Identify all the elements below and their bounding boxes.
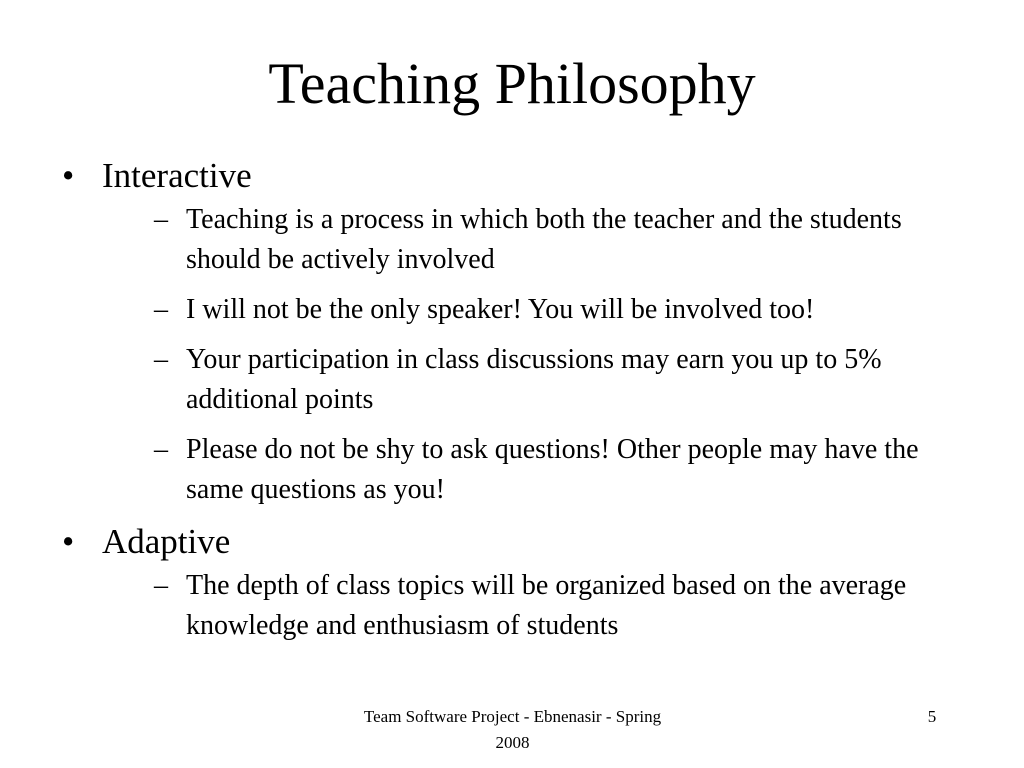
sub-bullet <box>102 200 962 280</box>
sub-bullet-text: Your participation in class discussions may earn you up to 5% additional points <box>186 344 882 415</box>
bullet-text: Interactive <box>102 156 252 195</box>
bullet-interactive <box>62 154 962 510</box>
sub-bullet <box>102 290 962 330</box>
bullet-adaptive <box>62 520 962 646</box>
dash-marker: – <box>154 204 168 235</box>
dash-marker: – <box>154 434 168 465</box>
bullet-marker: • <box>62 522 75 561</box>
footer-text: Team Software Project - Ebnenasir - Spring 2008 <box>363 707 662 752</box>
sub-bullet-text: The depth of class topics will be organized based on the average knowledge and enthusiasm of students <box>186 570 907 641</box>
dash-marker: – <box>154 294 168 325</box>
sub-bullet-list <box>102 566 962 646</box>
sub-bullet-text: Please do not be shy to ask questions! Other people may have the same questions as you! <box>186 434 919 505</box>
sub-bullet-list <box>102 200 962 510</box>
sub-bullet <box>102 566 962 646</box>
slide-body <box>62 154 962 656</box>
bullet-marker: • <box>62 156 75 195</box>
sub-bullet <box>102 430 962 510</box>
slide-title: Teaching Philosophy <box>268 51 756 116</box>
page-number: 5 <box>927 707 937 726</box>
dash-marker: – <box>154 344 168 375</box>
sub-bullet <box>102 340 962 420</box>
sub-bullet-text: Teaching is a process in which both the teacher and the students should be actively involved <box>186 204 902 275</box>
sub-bullet-text: I will not be the only speaker! You will be involved too! <box>186 294 815 325</box>
dash-marker: – <box>154 570 168 601</box>
bullet-text: Adaptive <box>102 522 231 561</box>
